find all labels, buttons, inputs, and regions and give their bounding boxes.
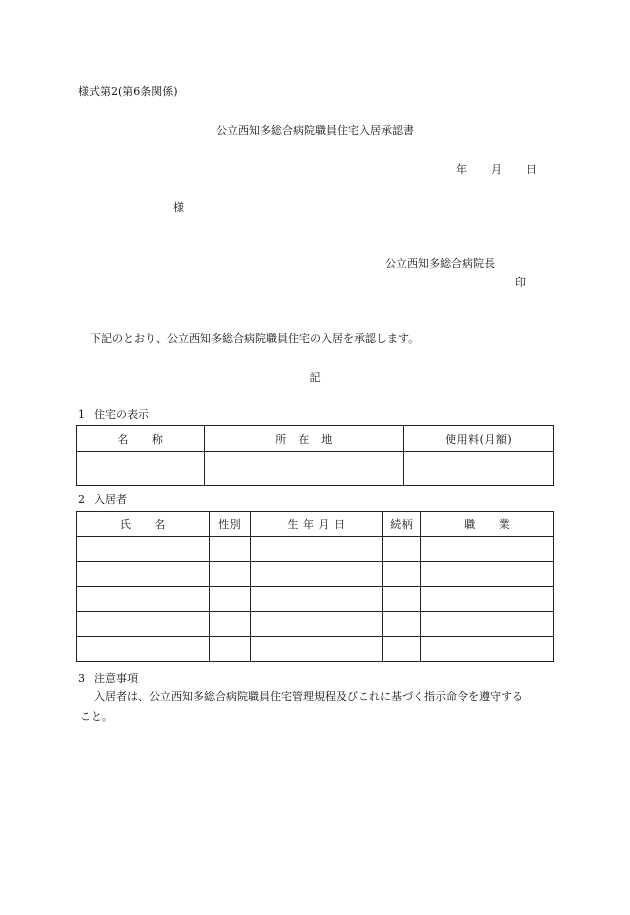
table-cell[interactable] [421, 587, 554, 612]
section-notice-heading [78, 670, 138, 686]
issuer-name: 公立西知多総合病院長 [385, 257, 495, 270]
notice-text-line-2: こと。 [80, 710, 113, 723]
document-title: 公立西知多総合病院職員住宅入居承認書 [216, 124, 414, 137]
date-day: 日 [526, 163, 537, 176]
table-cell[interactable] [250, 612, 383, 637]
notice-text-line-1: 入居者は、公立西知多総合病院職員住宅管理規程及びこれに基づく指示命令を遵守する [94, 690, 523, 703]
table-cell[interactable] [383, 587, 421, 612]
table-cell[interactable] [250, 587, 383, 612]
ki-heading: 記 [309, 371, 321, 384]
section-number: 2 [78, 493, 85, 506]
date-line [456, 161, 537, 177]
table-cell[interactable] [404, 452, 554, 486]
seal-mark: 印 [515, 276, 526, 289]
table-cell[interactable] [383, 612, 421, 637]
table-cell[interactable] [421, 612, 554, 637]
table-cell[interactable] [250, 637, 383, 662]
table-row [77, 612, 554, 637]
column-header-birthdate: 生 年 月 日 [250, 512, 383, 537]
table-row [77, 537, 554, 562]
table-cell[interactable] [250, 562, 383, 587]
table-row [77, 637, 554, 662]
table-cell[interactable] [209, 637, 250, 662]
table-cell[interactable] [250, 537, 383, 562]
column-header-relationship: 続柄 [383, 512, 421, 537]
table-cell[interactable] [204, 452, 404, 486]
table-cell[interactable] [77, 612, 210, 637]
column-header-name: 名 称 [77, 426, 205, 452]
addressee-suffix: 様 [173, 201, 184, 214]
section-title: 住宅の表示 [94, 408, 149, 421]
table-cell[interactable] [77, 587, 210, 612]
table-cell[interactable] [209, 587, 250, 612]
table-cell[interactable] [421, 537, 554, 562]
table-row [77, 452, 554, 486]
table-cell[interactable] [209, 612, 250, 637]
section-title: 入居者 [94, 493, 127, 506]
column-header-sex: 性別 [209, 512, 250, 537]
section-number: 1 [78, 408, 85, 421]
table-cell[interactable] [421, 637, 554, 662]
column-header-full-name: 氏 名 [77, 512, 210, 537]
table-row [77, 587, 554, 612]
date-month: 月 [491, 163, 502, 176]
section-title: 注意事項 [94, 672, 138, 685]
section-number: 3 [78, 672, 85, 685]
table-cell[interactable] [77, 562, 210, 587]
table-cell[interactable] [383, 562, 421, 587]
table-header-row [77, 512, 554, 537]
table-cell[interactable] [77, 537, 210, 562]
column-header-location: 所 在 地 [204, 426, 404, 452]
table-row [77, 562, 554, 587]
section-residents-heading [78, 491, 127, 507]
table-cell[interactable] [209, 537, 250, 562]
table-cell[interactable] [209, 562, 250, 587]
table-cell[interactable] [383, 637, 421, 662]
column-header-rent: 使用料(月額) [404, 426, 554, 452]
table-header-row [77, 426, 554, 452]
date-year: 年 [456, 163, 467, 176]
approval-statement: 下記のとおり、公立西知多総合病院職員住宅の入居を承認します。 [90, 332, 420, 345]
housing-table [76, 425, 554, 486]
table-cell[interactable] [77, 637, 210, 662]
form-number: 様式第2(第6条関係) [78, 85, 178, 98]
table-cell[interactable] [77, 452, 205, 486]
column-header-occupation: 職 業 [421, 512, 554, 537]
residents-table [76, 511, 554, 662]
table-cell[interactable] [383, 537, 421, 562]
section-housing-heading [78, 406, 149, 422]
table-cell[interactable] [421, 562, 554, 587]
